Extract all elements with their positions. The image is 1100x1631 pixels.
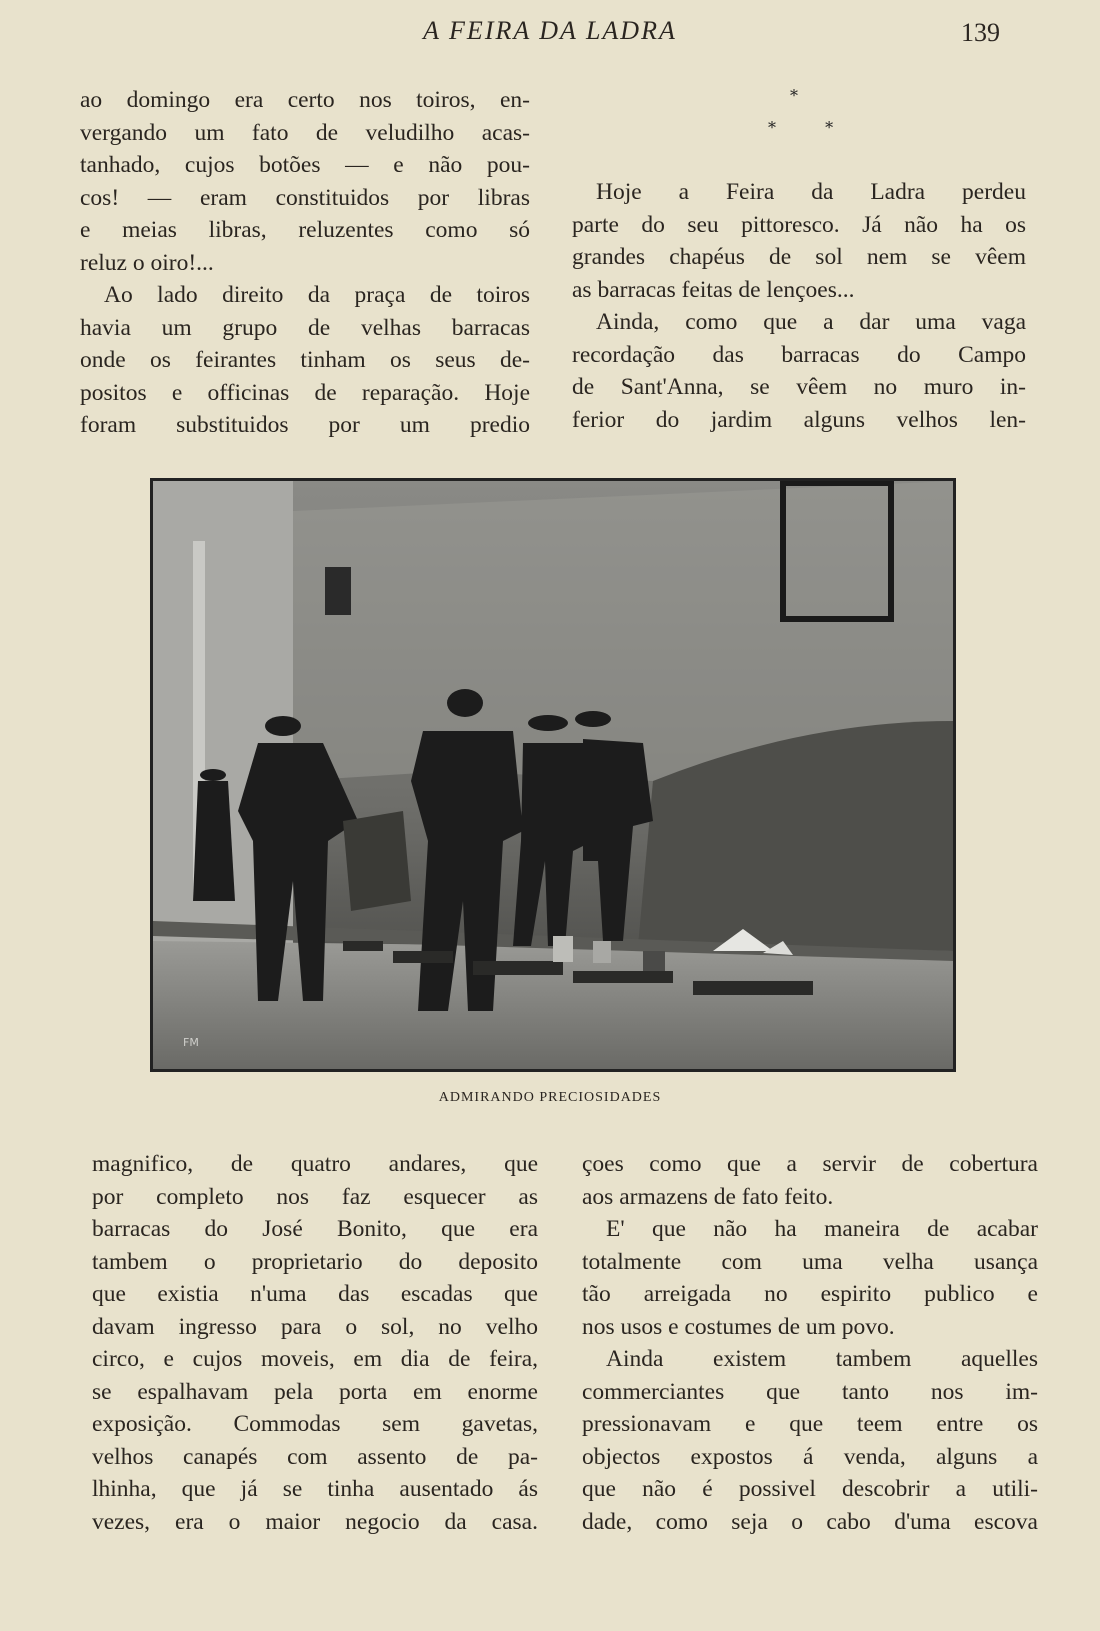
text-line: lhinha, que já se tinha ausentado ás	[92, 1476, 538, 1502]
text-line: se espalhavam pela porta em enorme	[92, 1378, 538, 1405]
text-line: grandes chapéus de sol nem se vêem	[572, 244, 1026, 270]
text-line: as barracas feitas de lençoes...	[572, 276, 855, 303]
text-line: parte do seu pittoresco. Já não ha os	[572, 211, 1026, 238]
text-line: magnifico, de quatro andares, que	[92, 1151, 538, 1177]
text-line: çoes como que a servir de cobertura	[582, 1151, 1038, 1177]
text-line: dade, como seja o cabo d'uma escova	[582, 1508, 1038, 1535]
text-line: vergando um fato de veludilho acas-	[80, 119, 530, 146]
text-line: positos e officinas de reparação. Hoje	[80, 379, 530, 406]
text-line: barracas do José Bonito, que era	[92, 1216, 538, 1242]
text-line: exposição. Commodas sem gavetas,	[92, 1411, 538, 1437]
text-line: reluz o oiro!...	[80, 249, 214, 276]
page-number: 139	[961, 18, 1000, 47]
text-line: onde os feirantes tinham os seus de-	[80, 347, 530, 373]
text-line: havia um grupo de velhas barracas	[80, 314, 530, 341]
text-line: tanhado, cujos botões — e não pou-	[80, 152, 530, 178]
text-line: Ao lado direito da praça de toiros	[104, 282, 530, 308]
street-market-photograph	[150, 478, 956, 1072]
text-line: que não é possivel descobrir a utili-	[582, 1476, 1038, 1502]
text-line: ao domingo era certo nos toiros, en-	[80, 87, 530, 113]
photo-monogram: FM	[183, 1036, 199, 1049]
text-line: commerciantes que tanto nos im-	[582, 1378, 1038, 1405]
column-left-bottom	[92, 1148, 538, 1538]
text-line: circo, e cujos moveis, em dia de feira,	[92, 1346, 538, 1372]
running-header: A FEIRA DA LADRA	[423, 16, 677, 45]
text-line: Ainda existem tambem aquelles	[606, 1346, 1038, 1372]
text-line: totalmente com uma velha usança	[582, 1248, 1038, 1275]
text-line: recordação das barracas do Campo	[572, 341, 1026, 368]
text-line: nos usos e costumes de um povo.	[582, 1313, 895, 1340]
text-line: Ainda, como que a dar uma vaga	[596, 309, 1026, 335]
text-line: tambem o proprietario do deposito	[92, 1248, 538, 1275]
photo-caption: ADMIRANDO PRECIOSIDADES	[438, 1090, 662, 1105]
text-line: vezes, era o maior negocio da casa.	[92, 1508, 538, 1535]
column-right-bottom	[582, 1148, 1038, 1538]
text-line: velhos canapés com assento de pa-	[92, 1443, 538, 1470]
section-divider-stars: *	[790, 86, 798, 105]
text-line: que existia n'uma das escadas que	[92, 1281, 538, 1307]
text-line: Hoje a Feira da Ladra perdeu	[596, 179, 1026, 205]
text-line: pressionavam e que teem entre os	[582, 1411, 1038, 1437]
text-line: foram substituidos por um predio	[80, 412, 530, 438]
column-right-top	[572, 176, 1026, 436]
text-line: E' que não ha maneira de acabar	[606, 1216, 1038, 1242]
section-divider-stars: * *	[768, 118, 856, 137]
column-left-top	[80, 84, 530, 442]
text-line: objectos expostos á venda, alguns a	[582, 1443, 1038, 1470]
text-line: de Sant'Anna, se vêem no muro in-	[572, 374, 1026, 400]
text-line: e meias libras, reluzentes como só	[80, 217, 530, 243]
photo-illustration	[153, 481, 953, 1069]
text-line: por completo nos faz esquecer as	[92, 1183, 538, 1210]
text-line: cos! — eram constituidos por libras	[80, 184, 530, 211]
text-line: aos armazens de fato feito.	[582, 1183, 834, 1210]
text-line: davam ingresso para o sol, no velho	[92, 1313, 538, 1340]
text-line: ferior do jardim alguns velhos len-	[572, 406, 1026, 433]
text-line: tão arreigada no espirito publico e	[582, 1281, 1038, 1307]
